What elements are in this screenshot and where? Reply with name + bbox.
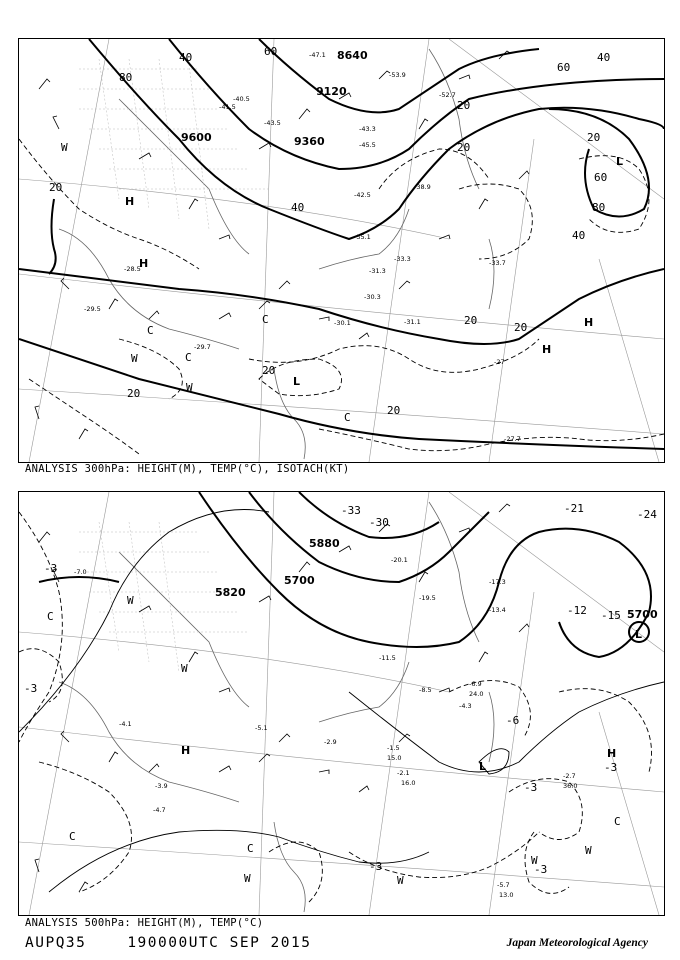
graticule-lines <box>19 39 664 462</box>
temperature-value: -27.7 <box>504 435 521 443</box>
isotherm-label: -15 <box>601 609 621 622</box>
chart-code: AUPQ35 <box>25 935 87 951</box>
temperature-value: -31.1 <box>404 318 421 326</box>
temperature-value: -31.3 <box>369 267 386 275</box>
height-label: 9360 <box>294 135 325 148</box>
cold-marker: C <box>262 313 269 326</box>
isotach-label: 80 <box>119 71 133 84</box>
isotherm-label: -3 <box>534 863 548 876</box>
warm-marker: W <box>397 874 404 887</box>
temperature-value: -27 <box>494 358 505 366</box>
wind-barbs <box>35 504 529 892</box>
cold-marker: C <box>147 324 154 337</box>
caption-500hpa: ANALYSIS 500hPa: HEIGHT(M), TEMP(°C) <box>25 917 264 929</box>
temperature-value: 24.0 <box>469 690 484 698</box>
cold-marker: C <box>247 842 254 855</box>
isotach-label: 20 <box>514 321 528 334</box>
temperature-value: -5.7 <box>497 881 510 889</box>
map-500hpa-graphic <box>19 492 664 915</box>
low-center-marker: L <box>616 155 624 168</box>
temperature-value: -43.3 <box>359 125 376 133</box>
isotherm-label: -21 <box>564 502 584 515</box>
cold-marker: C <box>344 411 351 424</box>
coastlines <box>59 502 494 912</box>
caption-300hpa: ANALYSIS 300hPa: HEIGHT(M), TEMP(°C), ISOTACH(KT) <box>25 463 350 475</box>
temperature-value: -38.9 <box>414 183 431 191</box>
isotach-label: 20 <box>127 387 141 400</box>
temperature-value: -43.5 <box>264 119 281 127</box>
isotach-label: 20 <box>49 181 63 194</box>
height-label: 5700 <box>284 574 315 587</box>
isotherm-label: -3 <box>24 682 38 695</box>
temperature-value: 15.0 <box>387 754 402 762</box>
warm-marker: W <box>186 381 193 394</box>
isotherm-contours <box>19 512 652 902</box>
coastlines <box>59 49 494 459</box>
height-label: 5880 <box>309 537 340 550</box>
high-center-marker: H <box>584 316 594 329</box>
chart-identifier <box>25 935 311 951</box>
temperature-value: -19.5 <box>419 594 436 602</box>
temperature-value: -6.9 <box>469 680 482 688</box>
temperature-value: -13.4 <box>489 606 506 614</box>
map-500hpa <box>18 491 665 916</box>
cold-marker: C <box>47 610 54 623</box>
secondary-contours <box>19 510 664 893</box>
temperature-value: -42.5 <box>354 191 371 199</box>
temperature-value: -35.1 <box>354 233 371 241</box>
isotherm-label: -3 <box>369 860 383 873</box>
temperature-value: -30.1 <box>334 319 351 327</box>
temperature-value: -2.1 <box>397 769 410 777</box>
temperature-value: -5.1 <box>255 724 268 732</box>
isotach-label: 40 <box>179 51 193 64</box>
temperature-value: -29.7 <box>194 343 211 351</box>
height-label: 9600 <box>181 131 212 144</box>
map-300hpa-graphic <box>19 39 664 462</box>
jet-grid-hatch <box>79 59 269 229</box>
map-300hpa <box>18 38 665 463</box>
temperature-value: -2.9 <box>324 738 337 746</box>
isotherm-label: -12 <box>567 604 587 617</box>
warm-marker: W <box>244 872 251 885</box>
temperature-value: -7.0 <box>74 568 87 576</box>
isotach-label: 40 <box>572 229 586 242</box>
temperature-value: -30.3 <box>364 293 381 301</box>
temperature-value: -47.1 <box>309 51 326 59</box>
cold-marker: C <box>69 830 76 843</box>
temperature-value: -41.5 <box>219 103 236 111</box>
temperature-value: -2.7 <box>563 772 576 780</box>
isotach-label: 20 <box>457 141 471 154</box>
isotherm-label: -33 <box>341 504 361 517</box>
temperature-value: -53.9 <box>389 71 406 79</box>
temperature-value: -28.5 <box>124 265 141 273</box>
isotach-label: 20 <box>464 314 478 327</box>
temperature-value: -33.7 <box>489 259 506 267</box>
isotach-label: 40 <box>291 201 305 214</box>
temperature-value: -52.7 <box>439 91 456 99</box>
temperature-value: -20.1 <box>391 556 408 564</box>
temperature-value: -40.5 <box>233 95 250 103</box>
isotach-contours <box>19 139 664 454</box>
isotach-label: 20 <box>587 131 601 144</box>
temperature-value: -45.5 <box>359 141 376 149</box>
isotach-label: 60 <box>557 61 571 74</box>
valid-time: 190000UTC SEP 2015 <box>127 935 312 951</box>
temperature-value: 16.0 <box>401 779 416 787</box>
height-label: 9120 <box>316 85 347 98</box>
isotach-label: 80 <box>592 201 606 214</box>
warm-marker: W <box>131 352 138 365</box>
isotherm-label: -3 <box>524 781 538 794</box>
cold-marker: C <box>614 815 621 828</box>
warm-marker: W <box>531 854 538 867</box>
high-center-marker: H <box>125 195 135 208</box>
height-label: 5700 <box>627 608 658 621</box>
isotherm-label: -30 <box>369 516 389 529</box>
temperature-value: -1.5 <box>387 744 400 752</box>
temperature-value: 36.0 <box>563 782 578 790</box>
warm-marker: W <box>61 141 68 154</box>
high-center-marker: H <box>607 747 617 760</box>
low-center-marker: L <box>293 375 301 388</box>
warm-marker: W <box>585 844 592 857</box>
high-center-marker: H <box>542 343 552 356</box>
temperature-value: -8.5 <box>419 686 432 694</box>
isotherm-label: -3 <box>44 562 58 575</box>
height-label: 8640 <box>337 49 368 62</box>
temperature-value: 13.0 <box>499 891 514 899</box>
low-center-marker: L <box>479 760 487 773</box>
low-center-marker: L <box>635 628 643 641</box>
isotach-label: 60 <box>594 171 608 184</box>
isotach-label: 20 <box>457 99 471 112</box>
temperature-value: -11.5 <box>379 654 396 662</box>
isotherm-label: -6 <box>506 714 520 727</box>
isotach-label: 20 <box>387 404 401 417</box>
warm-marker: W <box>181 662 188 675</box>
temperature-value: -4.7 <box>153 806 166 814</box>
height-label: 5820 <box>215 586 246 599</box>
height-contours <box>19 39 664 449</box>
temperature-value: -29.5 <box>84 305 101 313</box>
isotherm-label: -3 <box>604 761 618 774</box>
temperature-value: -4.1 <box>119 720 132 728</box>
isotach-label: 60 <box>264 45 278 58</box>
cold-marker: C <box>185 351 192 364</box>
isotach-label: 20 <box>262 364 276 377</box>
isotach-label: 40 <box>597 51 611 64</box>
graticule-lines <box>19 492 664 915</box>
temperature-value: -17.3 <box>489 578 506 586</box>
temperature-value: -4.3 <box>459 702 472 710</box>
high-center-marker: H <box>139 257 149 270</box>
agency-name: Japan Meteorological Agency <box>506 937 648 949</box>
temperature-value: -33.3 <box>394 255 411 263</box>
warm-marker: W <box>127 594 134 607</box>
high-center-marker: H <box>181 744 191 757</box>
isotherm-label: -24 <box>637 508 657 521</box>
temperature-value: -3.9 <box>155 782 168 790</box>
